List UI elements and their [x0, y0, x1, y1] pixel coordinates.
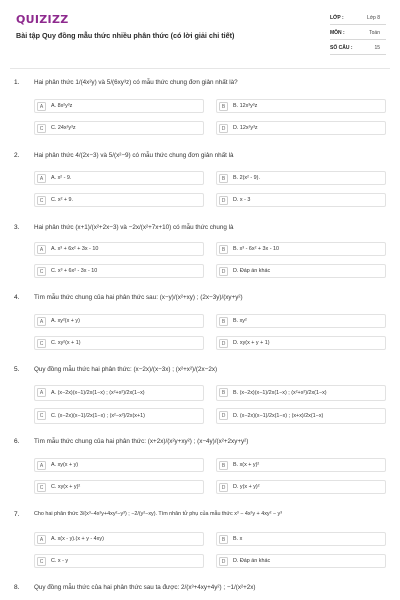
- option-text: D. Đáp án khác: [233, 558, 271, 564]
- question-number: 8.: [14, 584, 20, 591]
- option-text: D. Đáp án khác: [233, 268, 271, 274]
- page-title: Bài tập Quy đồng mẫu thức nhiều phân thức (có lời giải chi tiết): [16, 31, 235, 40]
- quizizz-logo: QUIZIZZ: [16, 13, 69, 26]
- question-number: 4.: [14, 294, 20, 301]
- option-text: B. x: [233, 536, 243, 542]
- meta-key: LỚP :: [330, 15, 344, 21]
- meta-row-subject: [330, 27, 386, 40]
- question-text: Hai phân thức 4/(2x−3) và 5/(x²−9) có mẫu thức chung đơn giản nhất là: [34, 152, 234, 159]
- option-text: B. 2(x² - 9).: [233, 175, 260, 181]
- question-text: Cho hai phân thức 3/(x³−4x²y+4xy²−y³) ; −2/(y²−xy). Tìm nhân tử phụ của mẫu thức x³ − 4x²y + 4xy² − y³: [34, 511, 283, 517]
- option-text: B. x³ - 6x² + 3x - 10: [233, 246, 279, 252]
- option-a[interactable]: [34, 385, 204, 401]
- option-letter: B: [219, 174, 228, 183]
- header-divider: [10, 68, 390, 69]
- option-b[interactable]: [216, 532, 386, 546]
- option-a[interactable]: [34, 242, 204, 256]
- option-text: A. x(x - y).(x + y - 4xy): [51, 536, 104, 542]
- option-text: A. xy(x + y): [51, 462, 79, 468]
- option-text: D. 12x²y³z: [233, 125, 258, 131]
- option-letter: C: [37, 557, 46, 566]
- option-c[interactable]: [34, 121, 204, 135]
- option-text: A. x² - 9.: [51, 175, 72, 181]
- option-letter: B: [219, 317, 228, 326]
- option-a[interactable]: [34, 532, 204, 546]
- option-letter: A: [37, 174, 46, 183]
- question-number: 6.: [14, 438, 20, 445]
- option-text: C. x³ + 6x² - 3x - 10: [51, 268, 98, 274]
- option-text: B. 12x³y³z: [233, 103, 258, 109]
- meta-row-class: [330, 12, 386, 25]
- option-letter: C: [37, 196, 46, 205]
- option-text: C. x² + 9.: [51, 197, 74, 203]
- option-letter: A: [37, 102, 46, 111]
- question-text: Tìm mẫu thức chung của hai phân thức: (x+2x)/(x²y+xy²) ; (x−4y)/(x²+2xy+y²): [34, 438, 249, 445]
- option-c[interactable]: [34, 264, 204, 278]
- question-text: Quy đồng mẫu thức hai phân thức: (x−2x)/(x−3x) ; (x²+x²)/(2x−2x): [34, 366, 218, 373]
- option-letter: D: [219, 196, 228, 205]
- option-letter: D: [219, 557, 228, 566]
- option-text: A. (x−2x)(x−1)/2x(1−x) ; (x²+x²)/2x(1−x): [51, 390, 145, 396]
- option-letter: C: [37, 339, 46, 348]
- option-letter: A: [37, 388, 46, 397]
- question-text: Hai phân thức (x+1)/(x²+2x−3) và −2x/(x²+7x+10) có mẫu thức chung là: [34, 224, 234, 231]
- meta-value: Lớp 8: [366, 15, 380, 21]
- option-c[interactable]: [34, 408, 204, 424]
- option-c[interactable]: [34, 336, 204, 350]
- option-a[interactable]: [34, 171, 204, 185]
- option-text: C. xy²(x + 1): [51, 340, 81, 346]
- question-text: Hai phân thức 1/(4x²y) và 5/(6xy³z) có mẫu thức chung đơn giản nhất là?: [34, 79, 238, 86]
- option-b[interactable]: [216, 458, 386, 472]
- meta-row-count: [330, 42, 386, 55]
- option-c[interactable]: [34, 480, 204, 494]
- option-b[interactable]: [216, 385, 386, 401]
- option-d[interactable]: [216, 264, 386, 278]
- option-d[interactable]: [216, 193, 386, 207]
- option-text: A. xy²(x + y): [51, 318, 80, 324]
- option-letter: B: [219, 245, 228, 254]
- option-d[interactable]: [216, 554, 386, 568]
- option-letter: D: [219, 483, 228, 492]
- option-letter: C: [37, 267, 46, 276]
- option-letter: D: [219, 124, 228, 133]
- option-a[interactable]: [34, 99, 204, 113]
- option-letter: A: [37, 461, 46, 470]
- option-text: A. x³ + 6x² + 3x - 10: [51, 246, 99, 252]
- option-letter: B: [219, 461, 228, 470]
- option-b[interactable]: [216, 171, 386, 185]
- option-letter: A: [37, 245, 46, 254]
- option-letter: B: [219, 535, 228, 544]
- option-text: B. x(x + y)²: [233, 462, 260, 468]
- meta-table: [330, 12, 386, 57]
- option-c[interactable]: [34, 554, 204, 568]
- option-letter: A: [37, 535, 46, 544]
- option-d[interactable]: [216, 121, 386, 135]
- option-d[interactable]: [216, 480, 386, 494]
- option-text: D. (x−2x)(x−1)/2x(1−x) ; (x+x)/2x(1−x): [233, 413, 324, 419]
- option-b[interactable]: [216, 314, 386, 328]
- option-letter: D: [219, 267, 228, 276]
- meta-value: Toán: [369, 30, 380, 36]
- option-text: B. (x−2x)(x−1)/2x(1−x) ; (x²+x²)/2x(1−x): [233, 390, 327, 396]
- option-a[interactable]: [34, 314, 204, 328]
- option-a[interactable]: [34, 458, 204, 472]
- option-text: D. x - 3: [233, 197, 251, 203]
- question-number: 5.: [14, 366, 20, 373]
- option-text: C. (x−2x)(x−1)/2x(1−x) ; (x²−x²)/2x(x+1): [51, 413, 145, 419]
- question-number: 3.: [14, 224, 20, 231]
- option-letter: B: [219, 102, 228, 111]
- worksheet-header: [0, 0, 400, 62]
- option-text: C. xy(x + y)²: [51, 484, 81, 490]
- option-text: C. 24x²y³z: [51, 125, 76, 131]
- option-letter: B: [219, 388, 228, 397]
- question-number: 2.: [14, 152, 20, 159]
- option-d[interactable]: [216, 408, 386, 424]
- question-text: Tìm mẫu thức chung của hai phân thức sau: (x−y)/(x²+xy) ; (2x−3y)/(xy+y²): [34, 294, 243, 301]
- option-c[interactable]: [34, 193, 204, 207]
- question-text: Quy đồng mẫu thức của hai phân thức sau ta được: 2/(x³+4xy+4y²) ; −1/(x²+2x): [34, 584, 256, 591]
- question-number: 1.: [14, 79, 20, 86]
- option-letter: C: [37, 124, 46, 133]
- option-letter: C: [37, 483, 46, 492]
- option-text: D. y(x + y)²: [233, 484, 260, 490]
- question-number: 7.: [14, 511, 20, 518]
- option-text: A. 8x²y³z: [51, 103, 73, 109]
- option-letter: C: [37, 411, 46, 420]
- option-letter: D: [219, 339, 228, 348]
- meta-key: MÔN :: [330, 30, 345, 36]
- option-letter: D: [219, 411, 228, 420]
- option-text: C. x - y: [51, 558, 69, 564]
- option-b[interactable]: [216, 99, 386, 113]
- meta-key: SỐ CÂU :: [330, 45, 353, 51]
- option-letter: A: [37, 317, 46, 326]
- option-text: D. xy(x + y + 1): [233, 340, 270, 346]
- meta-value: 15: [374, 45, 380, 51]
- option-b[interactable]: [216, 242, 386, 256]
- option-text: B. xy²: [233, 318, 247, 324]
- option-d[interactable]: [216, 336, 386, 350]
